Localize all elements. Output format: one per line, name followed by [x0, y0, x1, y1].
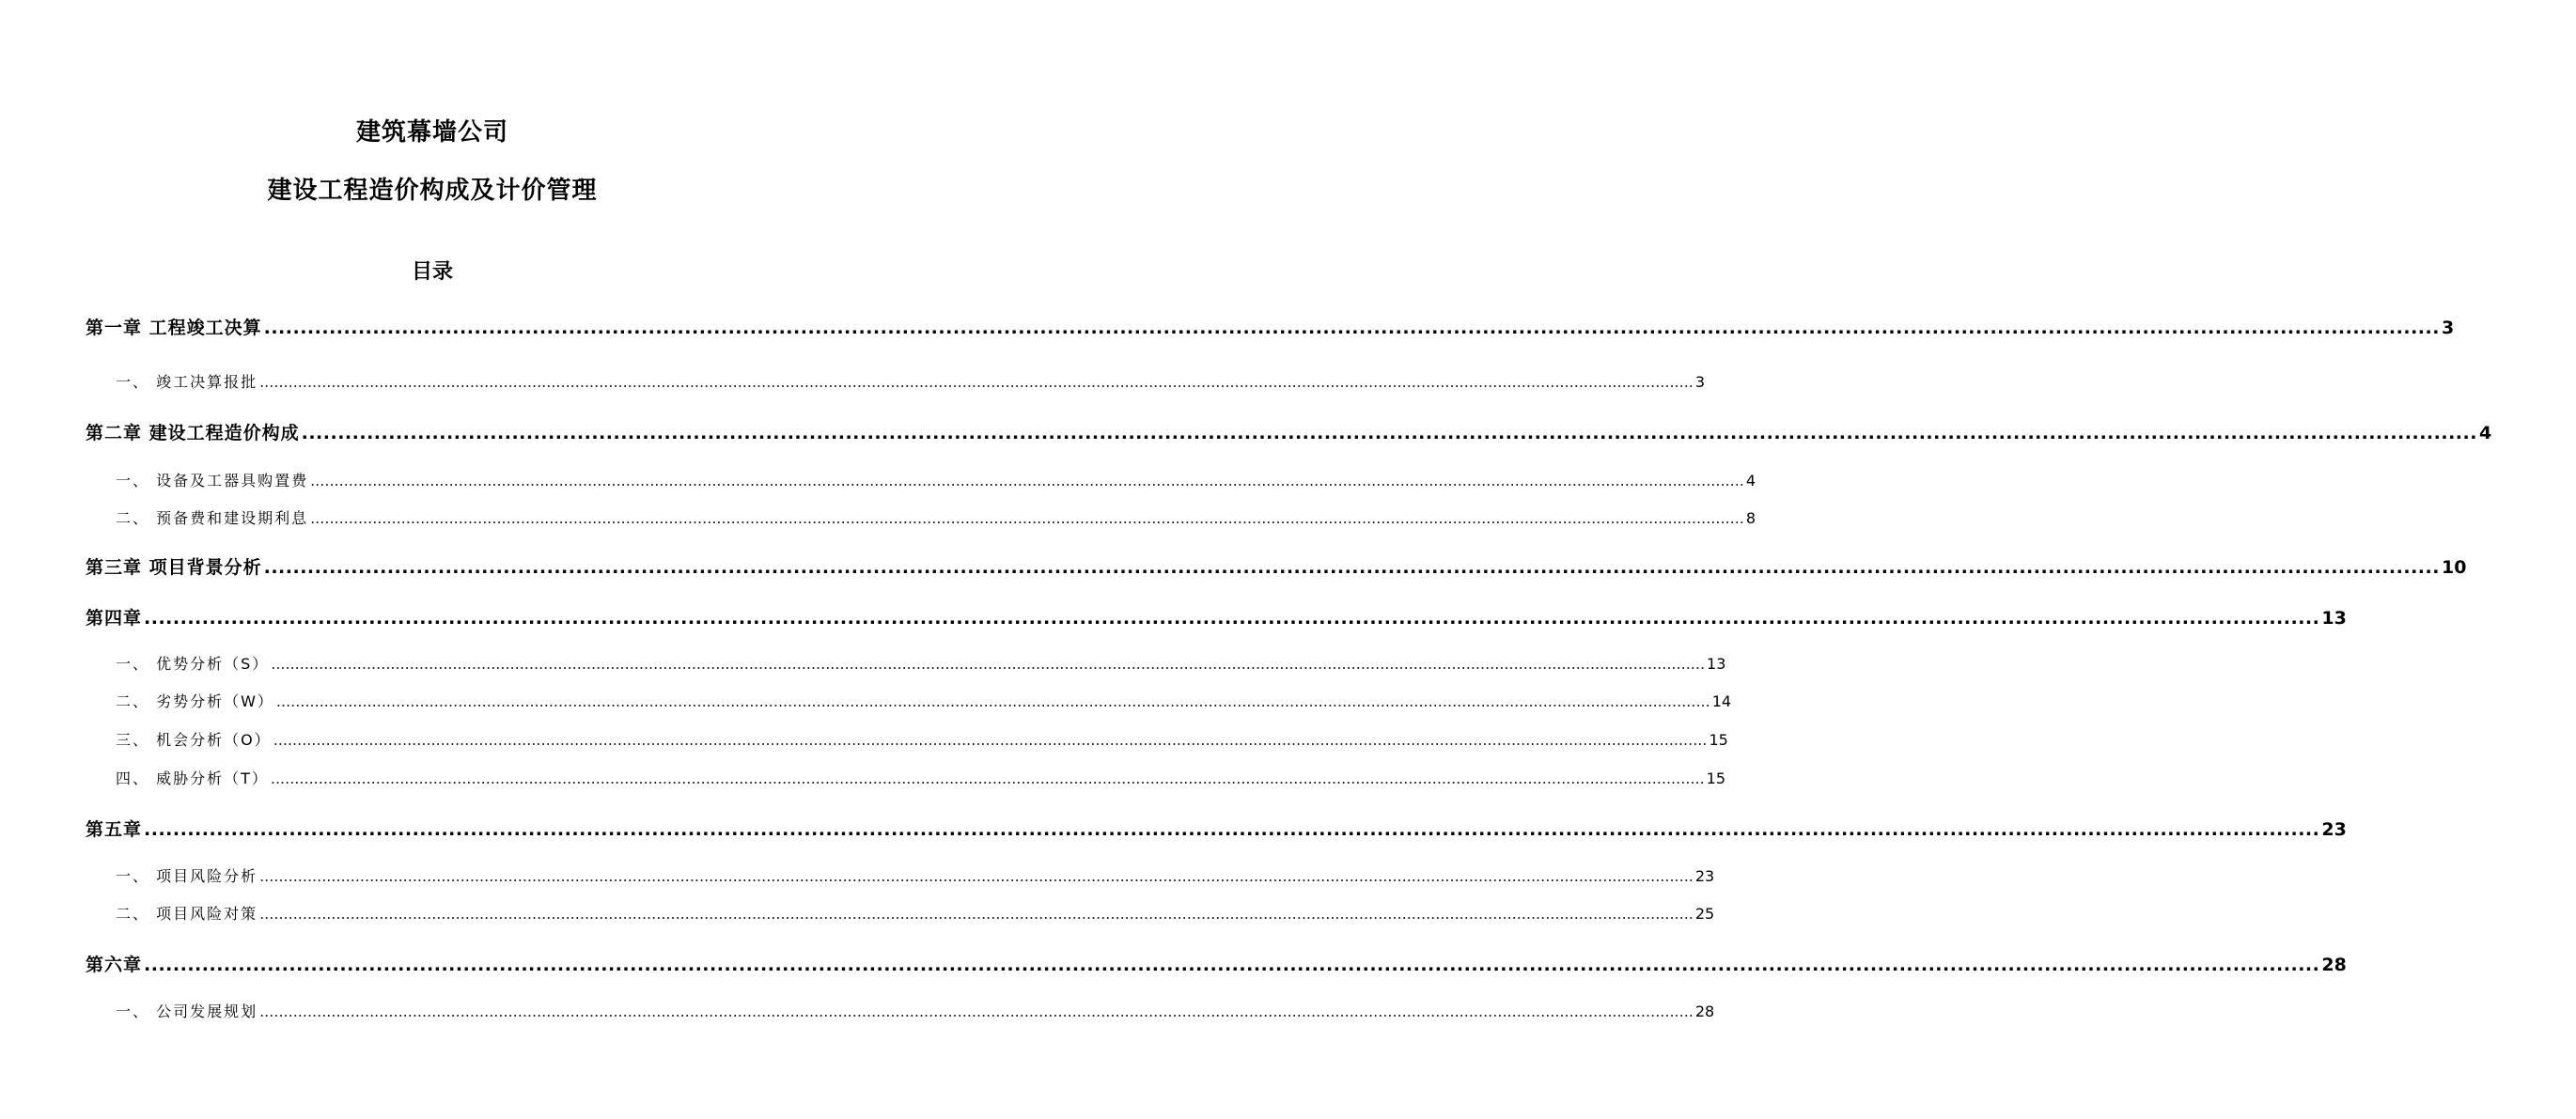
document-title: 建设工程造价构成及计价管理 — [267, 177, 598, 205]
toc-entry-label: 二、 劣势分析（W） — [116, 692, 274, 710]
toc-leader-dots: ............................................................................................................................................................................................................................................................................................................ — [263, 557, 2440, 578]
toc-page-number: 3 — [2441, 318, 2455, 338]
toc-section-entry[interactable] — [0, 506, 1756, 535]
toc-leader-dots: ............................................................................................................................................................................................................................................................................................................ — [259, 867, 1694, 885]
toc-leader-dots: ............................................................................................................................................................................................................................................................................................................ — [144, 955, 2320, 975]
toc-entry-label: 一、 项目风险分析 — [116, 867, 258, 885]
toc-leader-dots: ............................................................................................................................................................................................................................................................................................................ — [144, 608, 2320, 629]
toc-section-entry[interactable] — [0, 728, 1728, 756]
toc-page-number: 8 — [1745, 509, 1756, 527]
toc-page-number: 23 — [1694, 867, 1715, 885]
toc-entry-label: 一、 竣工决算报批 — [116, 373, 258, 391]
toc-section-entry[interactable] — [0, 902, 1715, 930]
toc-section-entry[interactable] — [0, 1000, 1715, 1028]
toc-entry-label: 第四章 — [86, 608, 143, 629]
toc-page-number: 15 — [1706, 769, 1726, 787]
toc-page-number: 25 — [1694, 905, 1715, 923]
company-title: 建筑幕墙公司 — [355, 118, 508, 147]
toc-leader-dots: ............................................................................................................................................................................................................................................................................................................ — [259, 1002, 1694, 1020]
toc-section-entry[interactable] — [0, 767, 1726, 795]
toc-chapter-entry[interactable] — [0, 553, 2467, 582]
toc-leader-dots: ............................................................................................................................................................................................................................................................................................................ — [144, 819, 2320, 840]
toc-chapter-entry[interactable] — [0, 604, 2347, 632]
toc-entry-label: 三、 机会分析（O） — [116, 731, 272, 749]
toc-leader-dots: ............................................................................................................................................................................................................................................................................................................ — [310, 472, 1744, 490]
toc-heading: 目录 — [411, 260, 453, 284]
toc-page-number: 28 — [2321, 955, 2347, 975]
toc-page-number: 4 — [1745, 472, 1756, 490]
toc-entry-label: 二、 预备费和建设期利息 — [116, 509, 309, 527]
toc-chapter-entry[interactable] — [0, 314, 2455, 342]
toc-leader-dots: ............................................................................................................................................................................................................................................................................................................ — [263, 318, 2440, 338]
toc-page-number: 28 — [1694, 1002, 1715, 1020]
toc-chapter-entry[interactable] — [0, 951, 2347, 979]
toc-page-number: 23 — [2321, 819, 2347, 840]
toc-entry-label: 一、 公司发展规划 — [116, 1002, 258, 1020]
toc-section-entry[interactable] — [0, 370, 1706, 398]
toc-leader-dots: ............................................................................................................................................................................................................................................................................................................ — [273, 731, 1708, 749]
toc-entry-label: 四、 威胁分析（T） — [116, 769, 269, 787]
toc-page-number: 13 — [2321, 608, 2347, 629]
toc-chapter-entry[interactable] — [0, 419, 2492, 447]
toc-entry-label: 第二章 建设工程造价构成 — [86, 423, 300, 443]
toc-entry-label: 第三章 项目背景分析 — [86, 557, 262, 578]
toc-leader-dots: ............................................................................................................................................................................................................................................................................................................ — [271, 655, 1706, 673]
toc-page-number: 4 — [2478, 423, 2492, 443]
toc-chapter-entry[interactable] — [0, 816, 2347, 844]
toc-section-entry[interactable] — [0, 469, 1756, 497]
toc-leader-dots: ............................................................................................................................................................................................................................................................................................................ — [310, 509, 1744, 527]
toc-entry-label: 第五章 — [86, 819, 143, 840]
toc-leader-dots: ............................................................................................................................................................................................................................................................................................................ — [259, 373, 1694, 391]
toc-leader-dots: ............................................................................................................................................................................................................................................................................................................ — [275, 692, 1710, 710]
toc-section-entry[interactable] — [0, 690, 1732, 718]
toc-page-number: 10 — [2441, 557, 2467, 578]
toc-page-number: 15 — [1709, 731, 1728, 749]
toc-entry-label: 第一章 工程竣工决算 — [86, 318, 262, 338]
toc-entry-label: 一、 优势分析（S） — [116, 655, 270, 673]
toc-page-number: 14 — [1711, 692, 1732, 710]
toc-section-entry[interactable] — [0, 864, 1715, 893]
toc-leader-dots: ............................................................................................................................................................................................................................................................................................................ — [270, 769, 1705, 787]
toc-page-number: 13 — [1707, 655, 1726, 673]
toc-page-number: 3 — [1694, 373, 1706, 391]
toc-leader-dots: ............................................................................................................................................................................................................................................................................................................ — [301, 423, 2477, 443]
toc-entry-label: 二、 项目风险对策 — [116, 905, 258, 923]
toc-entry-label: 一、 设备及工器具购置费 — [116, 472, 309, 490]
toc-section-entry[interactable] — [0, 652, 1726, 680]
toc-leader-dots: ............................................................................................................................................................................................................................................................................................................ — [259, 905, 1694, 923]
toc-entry-label: 第六章 — [86, 955, 143, 975]
